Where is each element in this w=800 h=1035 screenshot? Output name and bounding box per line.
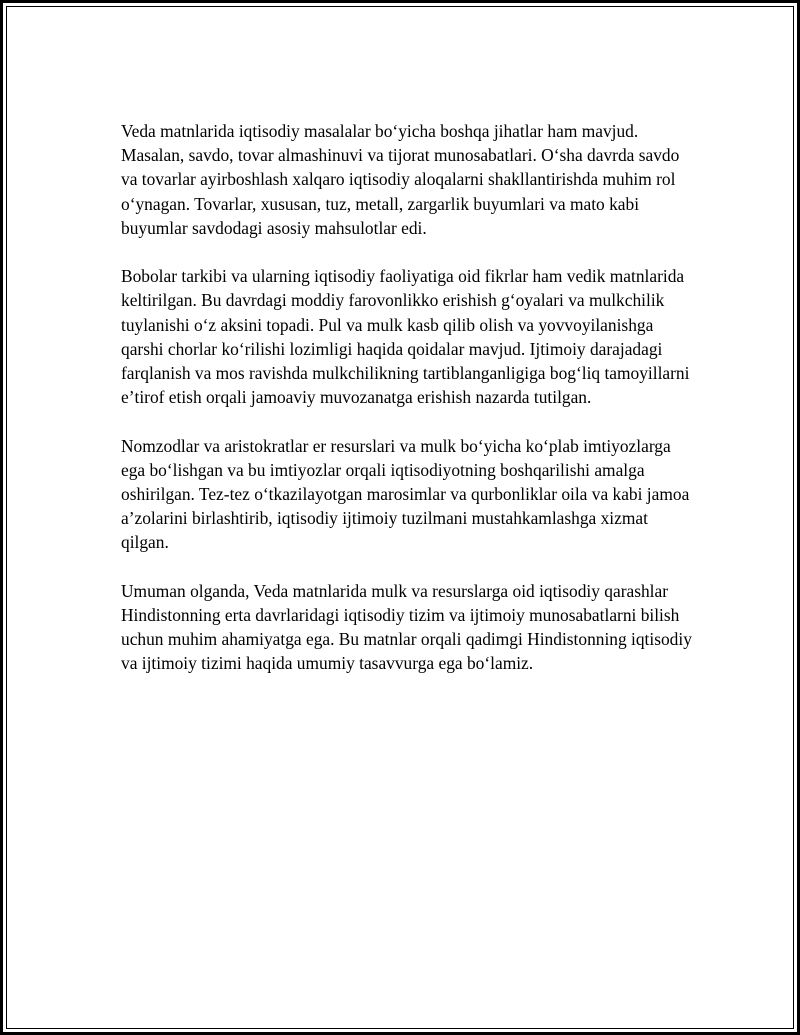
- paragraph-2: Bobolar tarkibi va ularning iqtisodiy faoliyatiga oid fikrlar ham vedik matnlarida keltirilgan. Bu davrdagi moddiy farovonlikko erishish gʻoyalari va mulkchilik tuylanishi oʻz aksini topadi. Pul va mulk kasb qilib olish va yovvoyilanishga qarshi chorlar koʻrilishi lozimligi haqida qoidalar mavjud. Ijtimoiy darajadagi farqlanish va mos ravishda mulkchilikning tartiblanganligiga bogʻliq tamoyillarni eʼtirof etish orqali jamoaviy muvozanatga erishish nazarda tutilgan.: [121, 266, 690, 408]
- paragraph-4: Umuman olganda, Veda matnlarida mulk va resurslarga oid iqtisodiy qarashlar Hindistonning erta davrlaridagi iqtisodiy tizim va ijtimoiy munosabatlarni bilish uchun muhim ahamiyatga ega. Bu matnlar orqali qadimgi Hindistonning iqtisodiy va ijtimoiy tizimi haqida umumiy tasavvurga ega boʻlamiz.: [121, 580, 692, 674]
- paragraph-1: Veda matnlarida iqtisodiy masalalar boʻyicha boshqa jihatlar ham mavjud. Masalan, savdo, tovar almashinuvi va tijorat munosabatlari. Oʻsha davrda savdo va tovarlar ayirboshlash xalqaro iqtisodiy aloqalarni shakllantirishda muhim rol oʻynagan. Tovarlar, xususan, tuz, metall, zargarlik buyumlari va mato kabi buyumlar savdodagi asosiy mahsulotlar edi.: [121, 121, 680, 238]
- document-body: [121, 119, 693, 700]
- paragraph-3: Nomzodlar va aristokratlar er resurslari va mulk boʻyicha koʻplab imtiyozlarga ega boʻlishgan va bu imtiyozlar orqali iqtisodiyotning boshqarilishi amalga oshirilgan. Tez-tez oʻtkazilayotgan marosimlar va qurbonliklar oila va kabi jamoa aʼzolarini birlashtirib, iqtisodiy ijtimoiy tuzilmani mustahkamlashga xizmat qilgan.: [121, 435, 690, 553]
